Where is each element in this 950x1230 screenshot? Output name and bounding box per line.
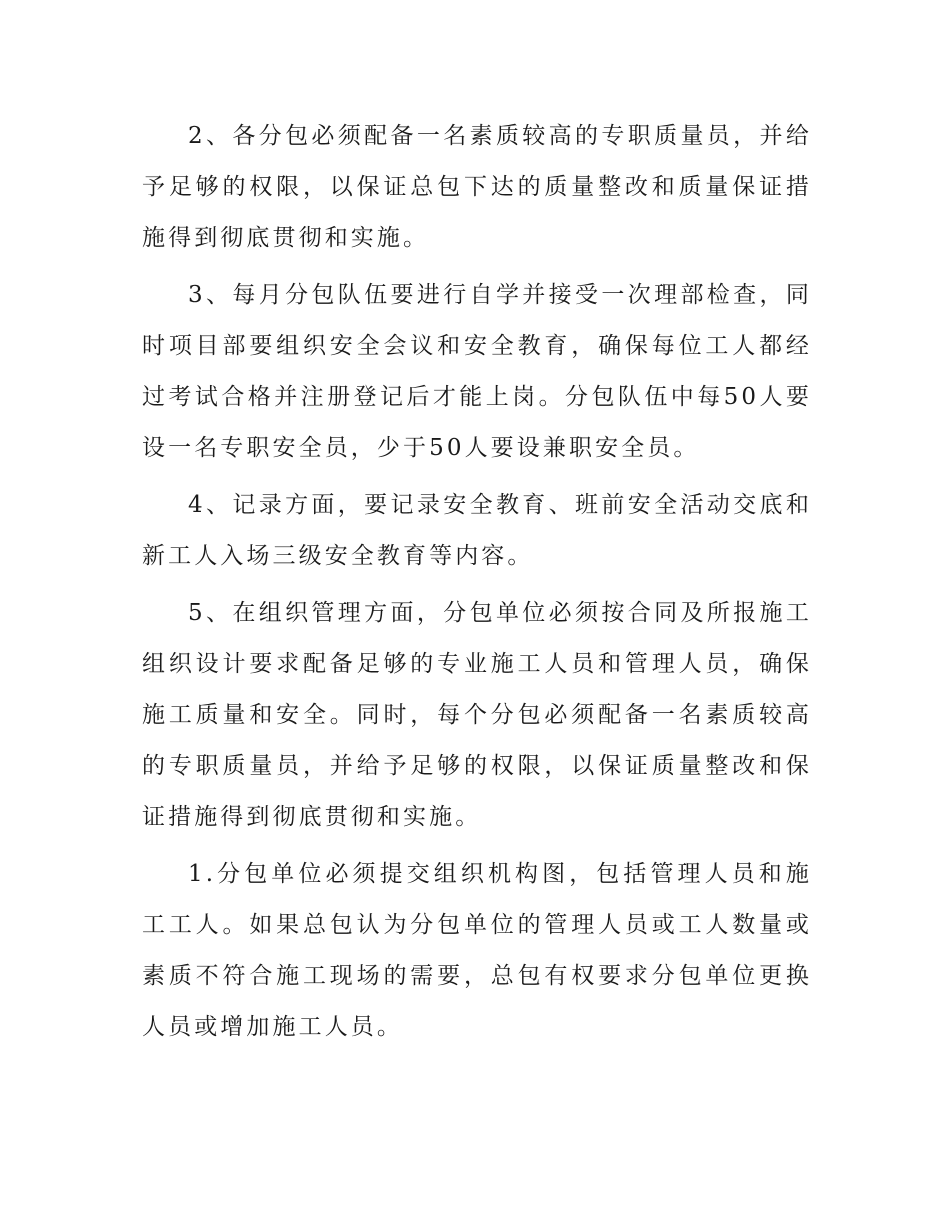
paragraph-item-5: 5、在组织管理方面，分包单位必须按合同及所报施工组织设计要求配备足够的专业施工人员和管理人员，确保施工质量和安全。同时，每个分包必须配备一名素质较高的专职质量员，并给予足够的权限，以保证质量整改和保证措施得到彻底贯彻和实施。 <box>142 600 812 830</box>
paragraph-item-4: 4、记录方面，要记录安全教育、班前安全活动交底和新工人入场三级安全教育等内容。 <box>142 492 812 569</box>
paragraph-item-2: 2、各分包必须配备一名素质较高的专职质量员，并给予足够的权限，以保证总包下达的质量整改和质量保证措施得到彻底贯彻和实施。 <box>142 123 812 251</box>
paragraph-item-1: 1.分包单位必须提交组织机构图，包括管理人员和施工工人。如果总包认为分包单位的管理人员或工人数量或素质不符合施工现场的需要，总包有权要求分包单位更换人员或增加施工人员。 <box>142 861 812 1040</box>
paragraph-item-3: 3、每月分包队伍要进行自学并接受一次理部检查，同时项目部要组织安全会议和安全教育，确保每位工人都经过考试合格并注册登记后才能上岗。分包队伍中每50人要设一名专职安全员，少于50人要设兼职安全员。 <box>142 282 812 461</box>
document-body <box>142 111 812 1059</box>
